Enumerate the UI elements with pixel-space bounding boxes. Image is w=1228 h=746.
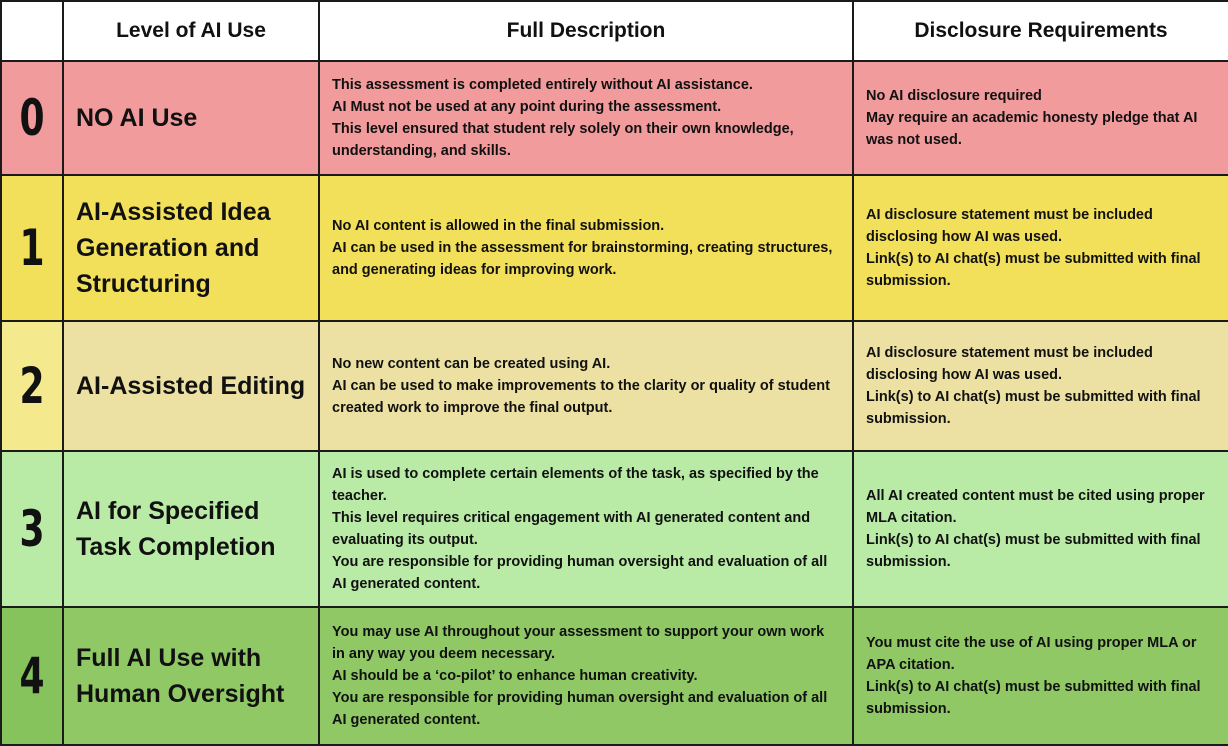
level-name: AI-Assisted Idea Generation and Structuring xyxy=(63,175,319,321)
level-disclosure xyxy=(853,607,1228,745)
level-description xyxy=(319,607,853,745)
level-description xyxy=(319,175,853,321)
level-description xyxy=(319,321,853,451)
header-level: Level of AI Use xyxy=(63,1,319,61)
header-number-cell xyxy=(1,1,63,61)
level-number: 1 xyxy=(19,219,45,277)
table-row xyxy=(1,607,1228,745)
header-description: Full Description xyxy=(319,1,853,61)
level-disclosure xyxy=(853,61,1228,175)
description-line: This assessment is completed entirely without AI assistance. xyxy=(332,77,753,93)
table-row xyxy=(1,175,1228,321)
table-row xyxy=(1,321,1228,451)
description-line: No new content can be created using AI. xyxy=(332,356,611,372)
level-disclosure xyxy=(853,321,1228,451)
disclosure-line: Link(s) to AI chat(s) must be submitted with final submission. xyxy=(866,679,1201,717)
disclosure-line: No AI disclosure required xyxy=(866,88,1042,104)
level-name: Full AI Use with Human Oversight xyxy=(63,607,319,745)
disclosure-line: AI disclosure statement must be included disclosing how AI was used. xyxy=(866,345,1153,383)
description-line: No AI content is allowed in the final submission. xyxy=(332,218,665,234)
table-row xyxy=(1,61,1228,175)
level-description xyxy=(319,61,853,175)
level-number: 3 xyxy=(19,500,45,558)
description-line: You are responsible for providing human oversight and evaluation of all AI generated content. xyxy=(332,690,828,728)
description-line: AI can be used in the assessment for brainstorming, creating structures, and generating ideas for improving work. xyxy=(332,240,833,278)
description-line: AI Must not be used at any point during the assessment. xyxy=(332,99,722,115)
description-line: This level requires critical engagement with AI generated content and evaluating its output. xyxy=(332,510,811,548)
disclosure-line: Link(s) to AI chat(s) must be submitted with final submission. xyxy=(866,251,1201,289)
disclosure-line: Link(s) to AI chat(s) must be submitted with final submission. xyxy=(866,532,1201,570)
description-line: This level ensured that student rely solely on their own knowledge, understanding, and skills. xyxy=(332,121,794,159)
disclosure-line: All AI created content must be cited using proper MLA citation. xyxy=(866,488,1205,526)
header-disclosure: Disclosure Requirements xyxy=(853,1,1228,61)
description-line: AI is used to complete certain elements of the task, as specified by the teacher. xyxy=(332,466,819,504)
level-disclosure xyxy=(853,451,1228,607)
level-name: NO AI Use xyxy=(63,61,319,175)
disclosure-line: AI disclosure statement must be included disclosing how AI was used. xyxy=(866,207,1153,245)
level-disclosure xyxy=(853,175,1228,321)
level-name: AI-Assisted Editing xyxy=(63,321,319,451)
level-name: AI for Specified Task Completion xyxy=(63,451,319,607)
description-line: AI should be a ‘co-pilot’ to enhance human creativity. xyxy=(332,668,698,684)
description-line: AI can be used to make improvements to the clarity or quality of student created work to improve the final output. xyxy=(332,378,830,416)
header-row xyxy=(1,1,1228,61)
level-number: 4 xyxy=(19,647,45,705)
description-line: You may use AI throughout your assessment to support your own work in any way you deem necessary. xyxy=(332,624,825,662)
disclosure-line: Link(s) to AI chat(s) must be submitted with final submission. xyxy=(866,389,1201,427)
disclosure-line: May require an academic honesty pledge that AI was not used. xyxy=(866,110,1198,148)
level-number: 0 xyxy=(19,89,45,147)
level-description xyxy=(319,451,853,607)
description-line: You are responsible for providing human oversight and evaluation of all AI generated content. xyxy=(332,554,828,592)
disclosure-line: You must cite the use of AI using proper MLA or APA citation. xyxy=(866,635,1197,673)
table-row xyxy=(1,451,1228,607)
level-number: 2 xyxy=(19,357,45,415)
